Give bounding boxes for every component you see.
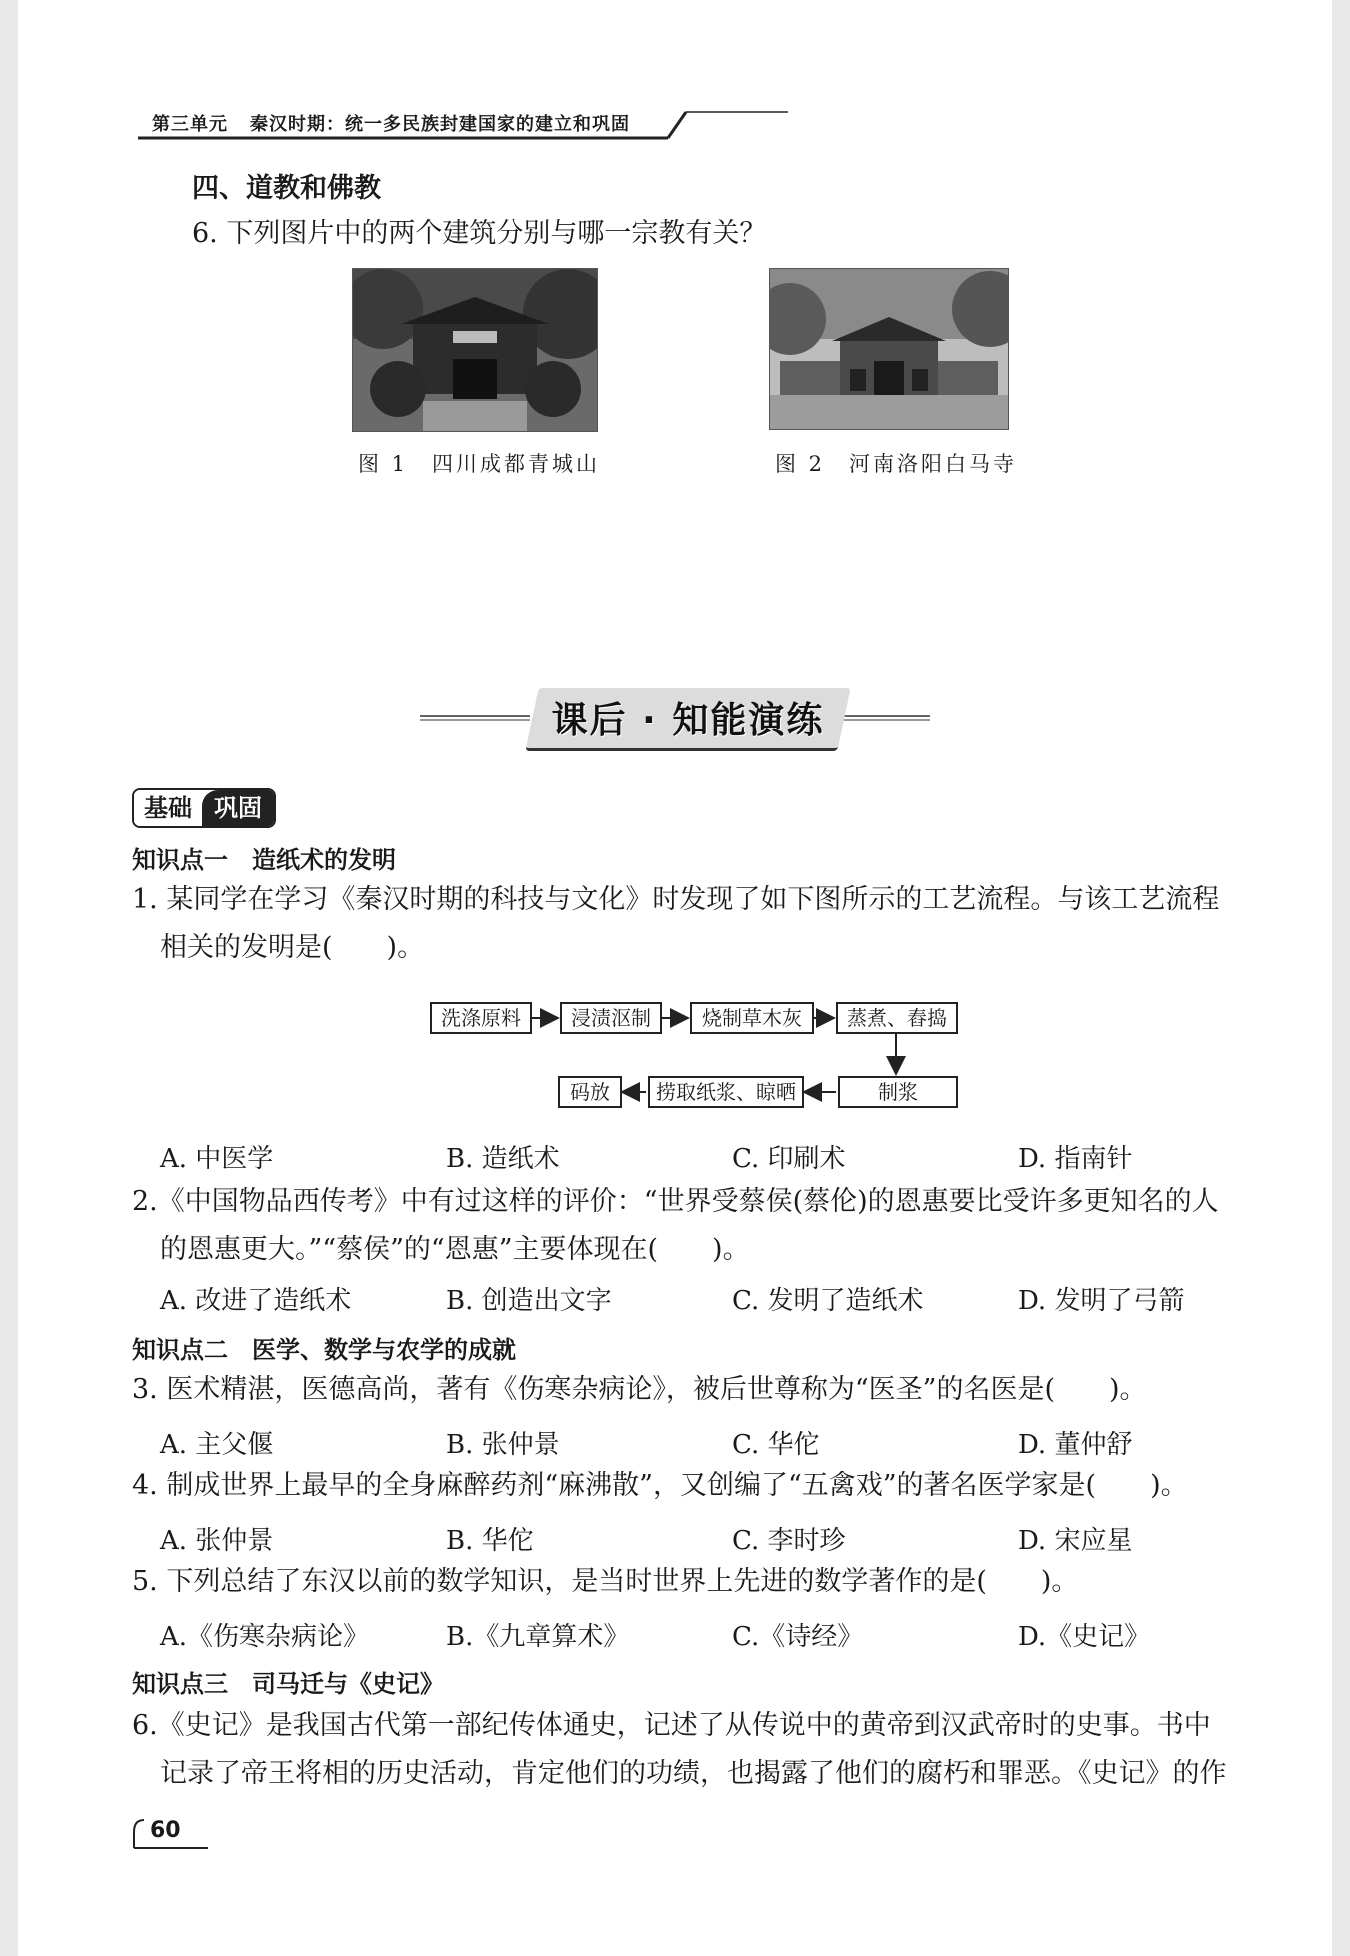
q3-option-a: A. 主父偃 [160, 1430, 274, 1460]
q2-option-d: D. 发明了弓箭 [1018, 1286, 1185, 1316]
page-number: 60 [150, 1818, 181, 1843]
question-2-line-1: 2.《中国物品西传考》中有过这样的评价：“世界受蔡侯(蔡伦)的恩惠要比受许多更知名的人 [132, 1186, 1219, 1217]
knowledge-point-1: 知识点一 造纸术的发明 [132, 846, 396, 874]
page [18, 0, 1332, 1956]
q4-option-d: D. 宋应星 [1018, 1526, 1133, 1556]
q5-option-b: B.《九章算术》 [446, 1622, 630, 1652]
section-title: 四、道教和佛教 [192, 173, 381, 204]
q1-option-b: B. 造纸术 [446, 1144, 560, 1174]
question-1-line-1: 1. 某同学在学习《秦汉时期的科技与文化》时发现了如下图所示的工艺流程。与该工艺流程 [132, 884, 1220, 915]
flow-step: 码放 [558, 1076, 622, 1108]
flow-step: 烧制草木灰 [690, 1002, 814, 1034]
q5-option-a: A.《伤寒杂病论》 [160, 1622, 370, 1652]
q4-option-c: C. 李时珍 [732, 1526, 846, 1556]
question-2-line-2: 的恩惠更大。”“蔡侯”的“恩惠”主要体现在( )。 [160, 1234, 750, 1265]
badge-right: 巩固 [202, 790, 274, 826]
q5-option-d: D.《史记》 [1018, 1622, 1151, 1652]
q4-option-b: B. 华佗 [446, 1526, 534, 1556]
banner-title: 课后 · 知能演练 [551, 700, 825, 741]
flow-arrows [18, 0, 1332, 1140]
q1-option-d: D. 指南针 [1018, 1144, 1133, 1174]
figure-1-caption: 图 1 四川成都青城山 [358, 452, 601, 476]
question-5: 5. 下列总结了东汉以前的数学知识，是当时世界上先进的数学著作的是( )。 [132, 1566, 1079, 1597]
unit-title: 秦汉时期：统一多民族封建国家的建立和巩固 [250, 114, 630, 135]
q4-option-a: A. 张仲景 [160, 1526, 274, 1556]
question-6-stem: 6. 下列图片中的两个建筑分别与哪一宗教有关？ [192, 218, 767, 249]
q3-option-b: B. 张仲景 [446, 1430, 560, 1460]
figure-2-caption: 图 2 河南洛阳白马寺 [775, 452, 1018, 476]
flow-step: 洗涤原料 [430, 1002, 532, 1034]
flow-step: 制浆 [838, 1076, 958, 1108]
q3-option-c: C. 华佗 [732, 1430, 820, 1460]
badge-left: 基础 [134, 790, 202, 826]
flow-step: 浸渍沤制 [560, 1002, 662, 1034]
knowledge-point-2: 知识点二 医学、数学与农学的成就 [132, 1336, 516, 1364]
q2-option-b: B. 创造出文字 [446, 1286, 612, 1316]
knowledge-point-3: 知识点三 司马迁与《史记》 [132, 1670, 444, 1698]
q2-option-a: A. 改进了造纸术 [160, 1286, 352, 1316]
question-6-line-2: 记录了帝王将相的历史活动，肯定他们的功绩，也揭露了他们的腐朽和罪恶。《史记》的作 [160, 1758, 1227, 1789]
question-3: 3. 医术精湛，医德高尚，著有《伤寒杂病论》，被后世尊称为“医圣”的名医是( )。 [132, 1374, 1147, 1405]
flow-step: 捞取纸浆、晾晒 [648, 1076, 804, 1108]
question-1-line-2: 相关的发明是( )。 [160, 932, 425, 963]
q3-option-d: D. 董仲舒 [1018, 1430, 1133, 1460]
unit-label: 第三单元 [152, 114, 228, 135]
q2-option-c: C. 发明了造纸术 [732, 1286, 924, 1316]
flow-step: 蒸煮、舂捣 [836, 1002, 958, 1034]
question-6-line-1: 6.《史记》是我国古代第一部纪传体通史，记述了从传说中的黄帝到汉武帝时的史事。书中 [132, 1710, 1211, 1741]
q1-option-c: C. 印刷术 [732, 1144, 846, 1174]
q5-option-c: C.《诗经》 [732, 1622, 864, 1652]
question-4: 4. 制成世界上最早的全身麻醉药剂“麻沸散”，又创编了“五禽戏”的著名医学家是( )。 [132, 1470, 1188, 1501]
q1-option-a: A. 中医学 [160, 1144, 274, 1174]
